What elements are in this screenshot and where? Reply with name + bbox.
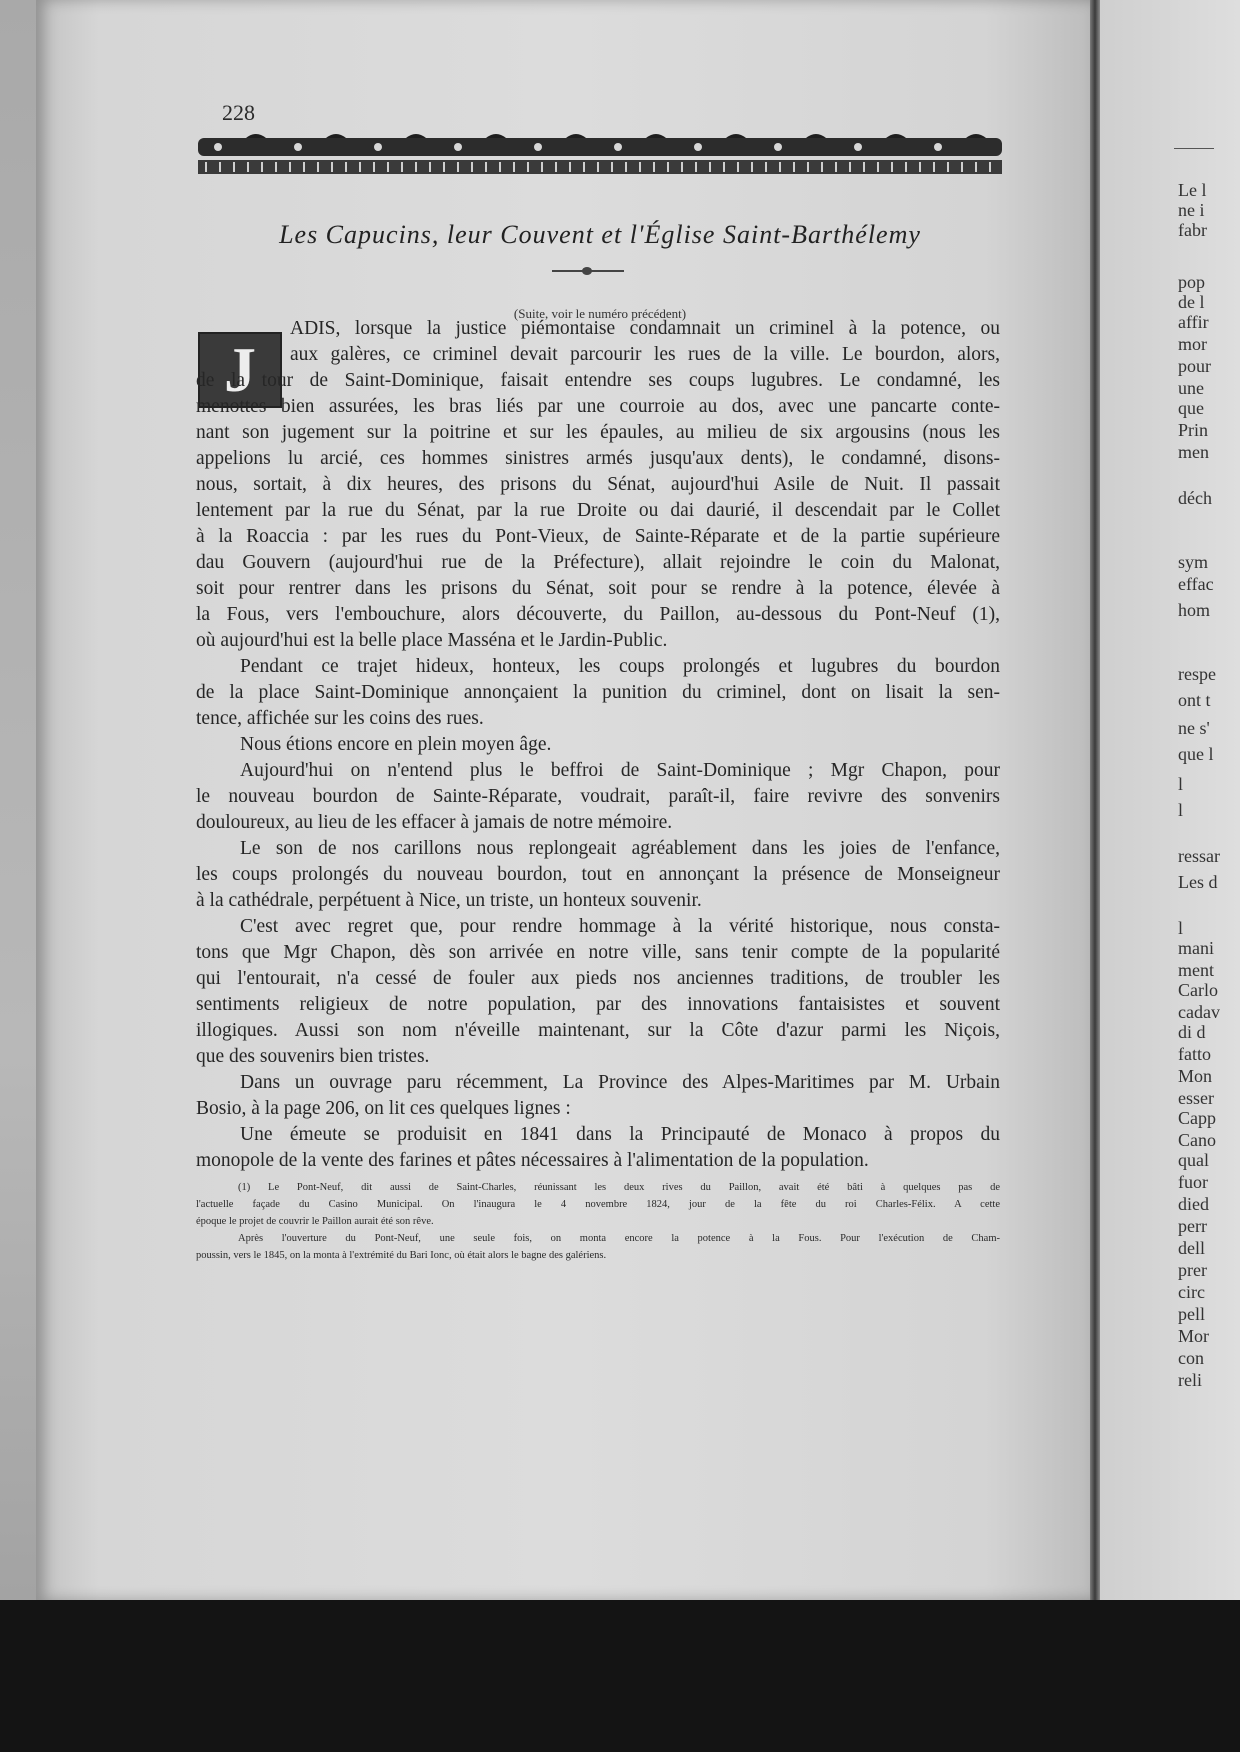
facing-page-fragment: hom [1178, 600, 1211, 620]
footnote-line: (1) Le Pont-Neuf, dit aussi de Saint-Charles, réunissant les deux rives du Paillon, avait été bâti à quelques pas de [238, 1182, 1000, 1193]
body-line: à la Roaccia : par les rues du Pont-Vieux, de Sainte-Réparate et de la partie supérieure [196, 526, 1000, 547]
facing-page-fragment: mani [1178, 938, 1214, 958]
scanner-shadow [0, 1600, 1240, 1752]
body-line: soit pour rentrer dans les prisons du Sénat, soit pour se rendre à la potence, élevée à [196, 578, 1000, 599]
body-line: où aujourd'hui est la belle place Masséna et le Jardin-Public. [196, 630, 668, 651]
facing-page-fragment: circ [1178, 1282, 1205, 1302]
facing-page-fragment: reli [1178, 1370, 1202, 1390]
facing-page-rule [1174, 148, 1214, 149]
facing-page-fragment: ont t [1178, 690, 1211, 710]
body-line: nous, sortait, à dix heures, des prisons du Sénat, aujourd'hui Asile de Nuit. Il passait [196, 474, 1000, 495]
body-line: qui l'entourait, n'a cessé de fouler aux pieds nos anciennes traditions, de troubler les [196, 968, 1000, 989]
body-line: sentiments religieux de notre population, par des innovations fantaisistes et souvent [196, 994, 1000, 1015]
footnote-line: Après l'ouverture du Pont-Neuf, une seule fois, on monta encore la potence à la Fous. Pour l'exécution de Cham- [238, 1233, 1000, 1244]
body-line: Une émeute se produisit en 1841 dans la Principauté de Monaco à propos du [240, 1124, 1000, 1145]
facing-page-fragment: ressar [1178, 846, 1220, 866]
facing-page-fragment: Mor [1178, 1326, 1209, 1346]
facing-page-fragment: Mon [1178, 1066, 1213, 1086]
facing-page-fragment: fuor [1178, 1172, 1208, 1192]
facing-page-fragment: ne s' [1178, 718, 1210, 738]
book-gutter [1090, 0, 1100, 1600]
facing-page-fragment: que [1178, 398, 1204, 418]
facing-page-fragment: une [1178, 378, 1204, 398]
facing-page-fragment: effac [1178, 574, 1214, 594]
body-line: tons que Mgr Chapon, dès son arrivée en notre ville, sans tenir compte de la popularité [196, 942, 1000, 963]
body-line: Pendant ce trajet hideux, honteux, les coups prolongés et lugubres du bourdon [240, 656, 1000, 677]
facing-page-fragment: sym [1178, 552, 1209, 572]
body-line: la Fous, vers l'embouchure, alors découverte, du Paillon, au-dessous du Pont-Neuf (1), [196, 604, 1000, 625]
facing-page-fragment: affir [1178, 312, 1209, 332]
facing-page-fragment: qual [1178, 1150, 1209, 1170]
footnote-line: poussin, vers le 1845, on la monta à l'extrémité du Bari Ionc, où était alors le bagne des galériens. [196, 1250, 607, 1261]
facing-page-fragment: ment [1178, 960, 1214, 980]
body-line: monopole de la vente des farines et pâtes nécessaires à l'alimentation de la population. [196, 1150, 869, 1171]
facing-page-fragment: l [1178, 774, 1184, 794]
footnote-line: époque le projet de couvrir le Paillon aurait été son rêve. [196, 1216, 434, 1227]
body-line: nant son jugement sur la poitrine et sur les épaules, au milieu de six argousins (nous les [196, 422, 1000, 443]
facing-page-fragment: l [1178, 918, 1184, 938]
footnote-line: l'actuelle façade du Casino Municipal. On l'inaugura le 4 novembre 1824, jour de la fête du roi Charles-Félix. A cette [196, 1199, 1000, 1210]
body-line: tence, affichée sur les coins des rues. [196, 708, 484, 729]
facing-page-fragment: de l [1178, 292, 1205, 312]
page-number: 228 [222, 100, 255, 125]
facing-page-fragment: déch [1178, 488, 1212, 508]
facing-page-fragment: Le l [1178, 180, 1207, 200]
body-line: Aujourd'hui on n'entend plus le beffroi de Saint-Dominique ; Mgr Chapon, pour [240, 760, 1000, 781]
body-line: à la cathédrale, perpétuent à Nice, un triste, un honteux souvenir. [196, 890, 702, 911]
facing-page-fragment: prer [1178, 1260, 1207, 1280]
facing-page-fragment: cadav [1178, 1002, 1220, 1022]
body-line: C'est avec regret que, pour rendre hommage à la vérité historique, nous consta- [240, 916, 1000, 937]
facing-page-fragment: Cano [1178, 1130, 1216, 1150]
facing-page-fragment: Les d [1178, 872, 1218, 892]
body-line: que des souvenirs bien tristes. [196, 1046, 430, 1067]
facing-page-fragment: fabr [1178, 220, 1207, 240]
facing-page-fragment: di d [1178, 1022, 1206, 1042]
body-line: de la tour de Saint-Dominique, faisait entendre ses coups lugubres. Le condamné, les [196, 370, 1000, 391]
body-line: Le son de nos carillons nous replongeait agréablement dans les joies de l'enfance, [240, 838, 1000, 859]
facing-page-fragment: Prin [1178, 420, 1209, 440]
body-line: dau Gouvern (aujourd'hui rue de la Préfecture), allait rejoindre le coin du Malonat, [196, 552, 1000, 573]
body-line: aux galères, ce criminel devait parcourir les rues de la ville. Le bourdon, alors, [290, 344, 1000, 365]
facing-page-fragment: l [1178, 800, 1184, 820]
facing-page-fragment: esser [1178, 1088, 1214, 1108]
facing-page-fragment: que l [1178, 744, 1214, 764]
body-line: douloureux, au lieu de les effacer à jamais de notre mémoire. [196, 812, 673, 833]
facing-page-fragment: died [1178, 1194, 1209, 1214]
body-line: lentement par la rue du Sénat, par la rue Droite ou dai daurié, il descendait par le Collet [196, 500, 1000, 521]
facing-page-fragment: Capp [1178, 1108, 1216, 1128]
article-subtitle: (Suite, voir le numéro précédent) [513, 306, 687, 321]
facing-page-fragment: pell [1178, 1304, 1205, 1324]
facing-page-fragment: con [1178, 1348, 1204, 1368]
body-line: Dans un ouvrage paru récemment, La Province des Alpes-Maritimes par M. Urbain [240, 1072, 1000, 1093]
body-line: appelions lu arcié, ces hommes sinistres armés jusqu'aux dents), le condamné, disons- [196, 448, 1000, 469]
body-line: les coups prolongés du nouveau bourdon, tout en annonçant la présence de Monseigneur [196, 864, 1000, 885]
facing-page-fragment: men [1178, 442, 1209, 462]
facing-page-fragment: mor [1178, 334, 1207, 354]
body-line: menottes bien assurées, les bras liés par une courroie au dos, avec une pancarte conte- [196, 396, 1000, 417]
body-line: illogiques. Aussi son nom n'éveille maintenant, sur la Côte d'azur parmi les Niçois, [196, 1020, 1000, 1041]
article-title: Les Capucins, leur Couvent et l'Église Saint-Barthélemy [279, 220, 921, 249]
body-line: de la place Saint-Dominique annonçaient la punition du criminel, dont on lisait la sen- [196, 682, 1000, 703]
facing-page-fragment: respe [1178, 664, 1216, 684]
ornamental-header-band [198, 134, 1002, 180]
dropcap-letter: J [224, 334, 256, 405]
facing-page [1100, 0, 1240, 1600]
body-line: Bosio, à la page 206, on lit ces quelques lignes : [196, 1098, 571, 1119]
body-line: le nouveau bourdon de Sainte-Réparate, voudrait, paraît-il, faire revivre des sonvenirs [196, 786, 1000, 807]
facing-page-fragment: ne i [1178, 200, 1205, 220]
facing-page-fragment: dell [1178, 1238, 1205, 1258]
title-divider [552, 270, 624, 272]
body-line: Nous étions encore en plein moyen âge. [240, 734, 552, 755]
body-line: ADIS, lorsque la justice piémontaise condamnait un criminel à la potence, ou [290, 318, 1000, 339]
facing-page-fragment: pop [1178, 272, 1205, 292]
facing-page-fragment: Carlo [1178, 980, 1218, 1000]
facing-page-fragment: pour [1178, 356, 1211, 376]
facing-page-fragment: fatto [1178, 1044, 1211, 1064]
facing-page-fragment: perr [1178, 1216, 1207, 1236]
